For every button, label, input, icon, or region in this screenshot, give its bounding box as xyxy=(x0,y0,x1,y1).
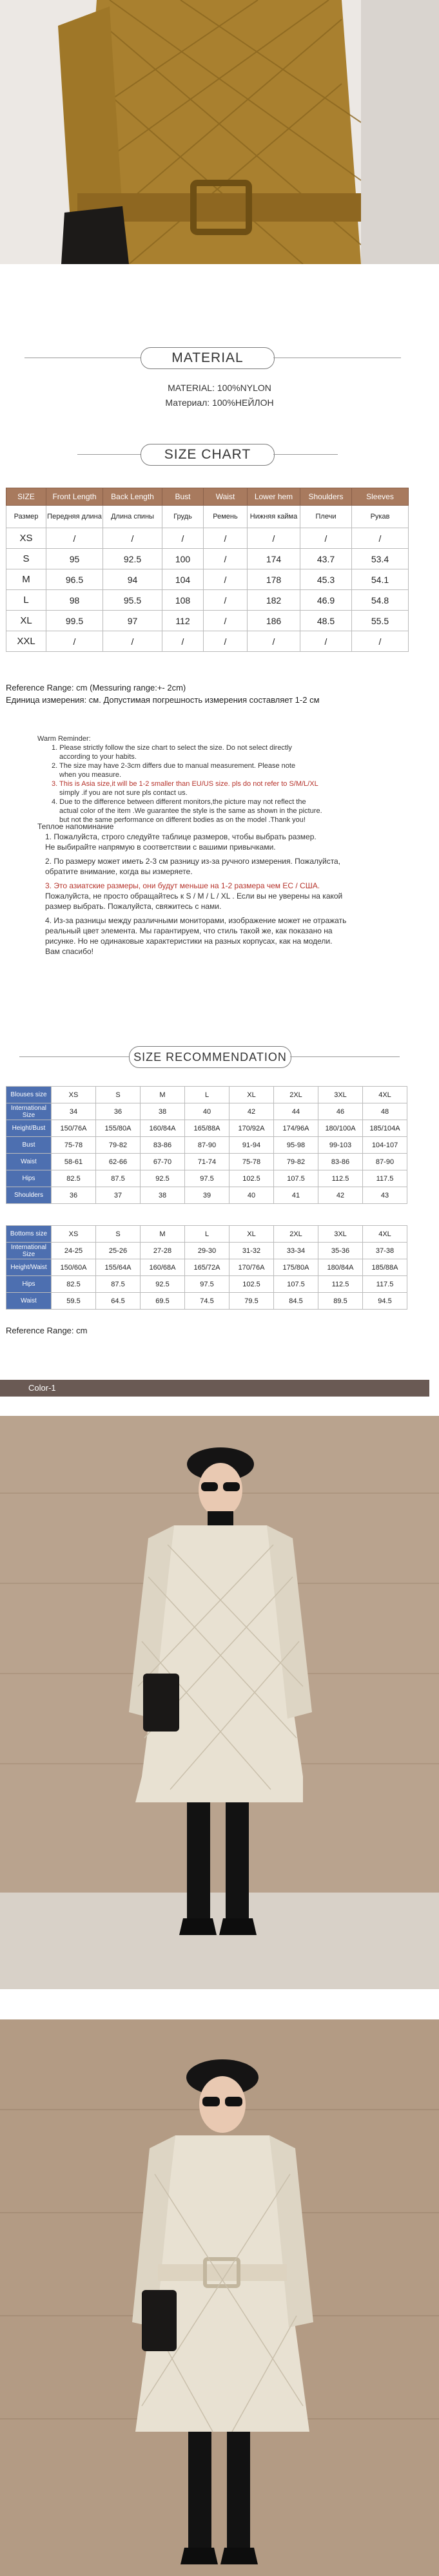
bottoms-header-cell: XL xyxy=(229,1226,274,1243)
bottoms-cell: 160/68A xyxy=(141,1259,185,1276)
bottoms-cell: 175/80A xyxy=(274,1259,318,1276)
reminder-ru-line: размер выбрать. Пожалуйста, свяжитесь с нами. xyxy=(45,902,222,911)
size-chart-cell: 54.1 xyxy=(352,569,409,590)
size-chart-cell: 45.3 xyxy=(300,569,352,590)
size-chart-row xyxy=(6,590,409,611)
blouses-header-row xyxy=(6,1087,407,1103)
blouses-cell: 83-86 xyxy=(141,1137,185,1154)
size-chart-header-ru: Нижняя кайма xyxy=(248,506,300,528)
blouses-row-label: International Size xyxy=(6,1103,52,1120)
blouses-header-cell: 3XL xyxy=(318,1087,363,1103)
bottoms-cell: 79.5 xyxy=(229,1293,274,1310)
blouses-cell: 180/100A xyxy=(318,1120,363,1137)
blouses-cell: 36 xyxy=(96,1103,141,1120)
material-line-en: MATERIAL: 100%NYLON xyxy=(168,383,271,393)
size-chart-header: Back Length xyxy=(103,488,162,506)
material-line-ru: Материал: 100%НЕЙЛОН xyxy=(165,397,274,408)
blouses-cell: 91-94 xyxy=(229,1137,274,1154)
reminder-line: 4. Due to the difference between different monitors,the picture may not reflect the xyxy=(52,798,306,806)
blouses-cell: 79-82 xyxy=(274,1154,318,1170)
blouses-cell: 42 xyxy=(318,1187,363,1204)
blouses-header-cell: 4XL xyxy=(363,1087,407,1103)
size-chart-cell: / xyxy=(248,631,300,652)
size-chart-cell: / xyxy=(103,631,162,652)
reminder-ru-line: рисунке. Но не одинаковые характеристики на разных корпусах, как на модели. xyxy=(45,937,333,946)
blouses-cell: 42 xyxy=(229,1103,274,1120)
size-chart-cell: 186 xyxy=(248,611,300,631)
blouses-cell: 150/76A xyxy=(52,1120,96,1137)
blouses-header-cell: S xyxy=(96,1087,141,1103)
blouses-cell: 62-66 xyxy=(96,1154,141,1170)
model-photo-1 xyxy=(0,1416,439,1989)
size-chart-cell: / xyxy=(300,528,352,549)
blouses-cell: 40 xyxy=(185,1103,229,1120)
blouses-header-cell: XS xyxy=(52,1087,96,1103)
blouses-cell: 92.5 xyxy=(141,1170,185,1187)
size-chart-row xyxy=(6,631,409,652)
blouses-header-cell: Blouses size xyxy=(6,1087,52,1103)
bottoms-size-table xyxy=(6,1225,407,1310)
reminder-ru-line: Не выбирайте напрямую в соответствии с вашими привычками. xyxy=(45,843,276,852)
size-chart-cell: 53.4 xyxy=(352,549,409,569)
blouses-cell: 174/96A xyxy=(274,1120,318,1137)
blouses-header-cell: 2XL xyxy=(274,1087,318,1103)
size-chart-header: Shoulders xyxy=(300,488,352,506)
size-chart-header: Sleeves xyxy=(352,488,409,506)
size-chart-cell: 95.5 xyxy=(103,590,162,611)
bottoms-row-label: Height/Waist xyxy=(6,1259,52,1276)
blouses-cell: 102.5 xyxy=(229,1170,274,1187)
blouses-header-cell: M xyxy=(141,1087,185,1103)
material-title: MATERIAL xyxy=(141,347,275,369)
size-chart-row xyxy=(6,611,409,631)
color-label-bar xyxy=(0,1380,429,1397)
size-chart-row xyxy=(6,569,409,590)
bottoms-cell: 27-28 xyxy=(141,1243,185,1259)
blouses-cell: 117.5 xyxy=(363,1170,407,1187)
bottoms-cell: 92.5 xyxy=(141,1276,185,1293)
bottoms-cell: 112.5 xyxy=(318,1276,363,1293)
bottoms-header-cell: 3XL xyxy=(318,1226,363,1243)
bottoms-cell: 25-26 xyxy=(96,1243,141,1259)
blouses-cell: 37 xyxy=(96,1187,141,1204)
material-section-title xyxy=(0,345,439,370)
blouses-row-label: Hips xyxy=(6,1170,52,1187)
bottoms-cell: 24-25 xyxy=(52,1243,96,1259)
size-chart-cell: / xyxy=(248,528,300,549)
top-product-photo xyxy=(0,0,439,264)
bottoms-cell: 107.5 xyxy=(274,1276,318,1293)
reminder-ru-line: 3. Это азиатские размеры, они будут меньше на 1-2 размера чем EC / США. xyxy=(45,881,320,890)
size-chart-header: Bust xyxy=(162,488,204,506)
bottoms-row xyxy=(6,1276,407,1293)
size-chart-size-cell: M xyxy=(6,569,46,590)
reminder-block-ru xyxy=(37,821,424,957)
bottoms-header-cell: 4XL xyxy=(363,1226,407,1243)
size-chart-cell: 48.5 xyxy=(300,611,352,631)
blouses-cell: 39 xyxy=(185,1187,229,1204)
bottoms-cell: 33-34 xyxy=(274,1243,318,1259)
size-chart-cell: / xyxy=(46,528,103,549)
recommendation-reference: Reference Range: cm xyxy=(6,1326,88,1335)
size-chart-size-cell: S xyxy=(6,549,46,569)
bottoms-cell: 64.5 xyxy=(96,1293,141,1310)
blouses-cell: 38 xyxy=(141,1187,185,1204)
size-chart-cell: / xyxy=(204,549,248,569)
reminder-ru-line: 4. Из-за разницы между различными мониторами, изображение может не отражать xyxy=(45,916,347,925)
bottoms-header-cell: XS xyxy=(52,1226,96,1243)
size-chart-header: SIZE xyxy=(6,488,46,506)
size-chart-size-cell: XL xyxy=(6,611,46,631)
blouses-row-label: Shoulders xyxy=(6,1187,52,1204)
blouses-row xyxy=(6,1154,407,1170)
bottoms-cell: 150/60A xyxy=(52,1259,96,1276)
bottoms-header-row xyxy=(6,1226,407,1243)
size-chart-cell: 182 xyxy=(248,590,300,611)
bottoms-row-label: Hips xyxy=(6,1276,52,1293)
blouses-cell: 43 xyxy=(363,1187,407,1204)
size-chart-cell: 97 xyxy=(103,611,162,631)
blouses-cell: 95-98 xyxy=(274,1137,318,1154)
size-chart-header-ru: Длина спины xyxy=(103,506,162,528)
reminder-line: but not the same performance on different bodies as on the model .Thank you! xyxy=(59,816,306,824)
reminder-ru-line: Вам спасибо! xyxy=(45,947,94,956)
reminder-title: Warm Reminder: xyxy=(37,735,91,743)
size-recommendation-title: SIZE RECOMMENDATION xyxy=(129,1046,291,1068)
size-chart-row xyxy=(6,549,409,569)
bottoms-cell: 165/72A xyxy=(185,1259,229,1276)
blouses-row xyxy=(6,1103,407,1120)
size-chart-cell: / xyxy=(204,569,248,590)
bottoms-cell: 59.5 xyxy=(52,1293,96,1310)
size-chart-cell: 94 xyxy=(103,569,162,590)
bottoms-cell: 74.5 xyxy=(185,1293,229,1310)
size-chart-cell: 55.5 xyxy=(352,611,409,631)
blouses-cell: 107.5 xyxy=(274,1170,318,1187)
reminder-ru-line: 1. Пожалуйста, строго следуйте таблице размеров, чтобы выбрать размер. xyxy=(45,832,317,841)
bottoms-row-label: International Size xyxy=(6,1243,52,1259)
reminder-line: when you measure. xyxy=(59,771,121,779)
blouses-cell: 48 xyxy=(363,1103,407,1120)
blouses-cell: 75-78 xyxy=(229,1154,274,1170)
size-chart-cell: / xyxy=(103,528,162,549)
blouses-cell: 97.5 xyxy=(185,1170,229,1187)
size-recommendation-section-title xyxy=(0,1044,439,1069)
size-chart-cell: 98 xyxy=(46,590,103,611)
size-chart-cell: / xyxy=(352,631,409,652)
size-chart-cell: 100 xyxy=(162,549,204,569)
size-chart-row xyxy=(6,528,409,549)
blouses-cell: 46 xyxy=(318,1103,363,1120)
bottoms-header-cell: S xyxy=(96,1226,141,1243)
blouses-cell: 44 xyxy=(274,1103,318,1120)
blouses-cell: 87.5 xyxy=(96,1170,141,1187)
size-chart-header-ru: Рукав xyxy=(352,506,409,528)
size-chart-cell: / xyxy=(204,590,248,611)
blouses-cell: 40 xyxy=(229,1187,274,1204)
size-chart-size-cell: XS xyxy=(6,528,46,549)
blouses-cell: 82.5 xyxy=(52,1170,96,1187)
size-chart-cell: 99.5 xyxy=(46,611,103,631)
reminder-line: actual color of the item .We guarantee the style is the same as shown in the picture. xyxy=(59,807,322,815)
bottoms-header-cell: Bottoms size xyxy=(6,1226,52,1243)
reminder-ru-line: Пожалуйста, не просто обращайтесь к S / M / L / XL . Если вы не уверены на какой xyxy=(45,892,343,901)
size-chart-cell: 92.5 xyxy=(103,549,162,569)
size-chart-size-cell: L xyxy=(6,590,46,611)
size-chart-cell: / xyxy=(162,631,204,652)
reminder-line: 2. The size may have 2-3cm differs due to manual measurement. Please note xyxy=(52,762,296,770)
blouses-row-label: Height/Bust xyxy=(6,1120,52,1137)
reminder-line: 3. This is Asia size,it will be 1-2 smaller than EU/US size. pls do not refer to S/M/L/XL xyxy=(52,780,318,788)
size-chart-header: Waist xyxy=(204,488,248,506)
blouses-cell: 67-70 xyxy=(141,1154,185,1170)
size-chart-header-ru: Размер xyxy=(6,506,46,528)
size-chart-header: Front Length xyxy=(46,488,103,506)
blouses-row xyxy=(6,1120,407,1137)
blouses-row xyxy=(6,1170,407,1187)
blouses-cell: 38 xyxy=(141,1103,185,1120)
size-chart-header-ru: Ремень xyxy=(204,506,248,528)
bottoms-cell: 87.5 xyxy=(96,1276,141,1293)
reminder-ru-title: Теплое напоминание xyxy=(37,822,114,831)
size-chart-cell: 174 xyxy=(248,549,300,569)
bottoms-cell: 69.5 xyxy=(141,1293,185,1310)
bottoms-cell: 35-36 xyxy=(318,1243,363,1259)
bottoms-cell: 31-32 xyxy=(229,1243,274,1259)
size-chart-cell: 104 xyxy=(162,569,204,590)
reminder-ru-line: обратите внимание, когда вы измеряете. xyxy=(45,867,193,876)
size-chart-cell: / xyxy=(204,611,248,631)
reminder-line: simply .if you are not sure pls contact us. xyxy=(59,789,188,797)
blouses-row-label: Bust xyxy=(6,1137,52,1154)
size-chart-cell: 108 xyxy=(162,590,204,611)
blouses-header-cell: L xyxy=(185,1087,229,1103)
bottoms-header-cell: 2XL xyxy=(274,1226,318,1243)
size-chart-cell: 178 xyxy=(248,569,300,590)
bottoms-cell: 89.5 xyxy=(318,1293,363,1310)
blouses-size-table xyxy=(6,1086,407,1204)
bottoms-cell: 37-38 xyxy=(363,1243,407,1259)
reminder-ru-line: 2. По размеру может иметь 2-3 см разницу из-за ручного измерения. Пожалуйста, xyxy=(45,857,341,866)
blouses-row-label: Waist xyxy=(6,1154,52,1170)
blouses-cell: 112.5 xyxy=(318,1170,363,1187)
size-chart-reference-ru: Единица измерения: см. Допустимая погрешность измерения составляет 1-2 см xyxy=(6,695,320,705)
blouses-header-cell: XL xyxy=(229,1087,274,1103)
size-chart-cell: 46.9 xyxy=(300,590,352,611)
blouses-row xyxy=(6,1137,407,1154)
bottoms-row xyxy=(6,1293,407,1310)
blouses-cell: 36 xyxy=(52,1187,96,1204)
bottoms-cell: 170/76A xyxy=(229,1259,274,1276)
blouses-cell: 160/84A xyxy=(141,1120,185,1137)
bottoms-header-cell: L xyxy=(185,1226,229,1243)
bottoms-row xyxy=(6,1243,407,1259)
blouses-cell: 79-82 xyxy=(96,1137,141,1154)
size-chart-size-cell: XXL xyxy=(6,631,46,652)
size-chart-cell: / xyxy=(46,631,103,652)
size-chart-header: Lower hem xyxy=(248,488,300,506)
size-chart-reference: Reference Range: cm (Messuring range:+- 2cm) xyxy=(6,683,186,692)
bottoms-cell: 29-30 xyxy=(185,1243,229,1259)
size-chart-section-title xyxy=(0,441,439,467)
blouses-cell: 87-90 xyxy=(185,1137,229,1154)
size-chart-title: SIZE CHART xyxy=(141,444,275,466)
size-chart-cell: 43.7 xyxy=(300,549,352,569)
blouses-cell: 71-74 xyxy=(185,1154,229,1170)
blouses-cell: 87-90 xyxy=(363,1154,407,1170)
size-chart-cell: 54.8 xyxy=(352,590,409,611)
reminder-line: according to your habits. xyxy=(59,753,137,761)
color-label: Color-1 xyxy=(28,1383,56,1393)
reminder-block-en xyxy=(37,734,411,825)
model-photo-2 xyxy=(0,2019,439,2576)
bottoms-cell: 155/64A xyxy=(96,1259,141,1276)
reminder-ru-line: реальный цвет элемента. Мы гарантируем, что стиль такой же, как показано на xyxy=(45,926,333,935)
size-chart-table xyxy=(6,488,409,652)
size-chart-cell: / xyxy=(204,631,248,652)
blouses-row xyxy=(6,1187,407,1204)
size-chart-cell: 95 xyxy=(46,549,103,569)
reminder-line: 1. Please strictly follow the size chart to select the size. Do not select directly xyxy=(52,744,292,752)
bottoms-cell: 102.5 xyxy=(229,1276,274,1293)
size-chart-header-ru-row xyxy=(6,506,409,528)
bottoms-cell: 97.5 xyxy=(185,1276,229,1293)
blouses-cell: 185/104A xyxy=(363,1120,407,1137)
size-chart-cell: / xyxy=(352,528,409,549)
blouses-cell: 75-78 xyxy=(52,1137,96,1154)
blouses-cell: 83-86 xyxy=(318,1154,363,1170)
size-chart-cell: / xyxy=(300,631,352,652)
blouses-cell: 99-103 xyxy=(318,1137,363,1154)
size-chart-cell: / xyxy=(162,528,204,549)
bottoms-cell: 82.5 xyxy=(52,1276,96,1293)
bottoms-cell: 180/84A xyxy=(318,1259,363,1276)
bottoms-header-cell: M xyxy=(141,1226,185,1243)
bottoms-cell: 185/88A xyxy=(363,1259,407,1276)
blouses-cell: 58-61 xyxy=(52,1154,96,1170)
blouses-cell: 155/80A xyxy=(96,1120,141,1137)
blouses-cell: 104-107 xyxy=(363,1137,407,1154)
size-chart-header-ru: Грудь xyxy=(162,506,204,528)
bottoms-row xyxy=(6,1259,407,1276)
size-chart-cell: / xyxy=(204,528,248,549)
size-chart-cell: 112 xyxy=(162,611,204,631)
bottoms-cell: 94.5 xyxy=(363,1293,407,1310)
size-chart-header-row xyxy=(6,488,409,506)
size-chart-header-ru: Передняя длина xyxy=(46,506,103,528)
size-chart-header-ru: Плечи xyxy=(300,506,352,528)
blouses-cell: 165/88A xyxy=(185,1120,229,1137)
bottoms-cell: 117.5 xyxy=(363,1276,407,1293)
bottoms-row-label: Waist xyxy=(6,1293,52,1310)
blouses-cell: 41 xyxy=(274,1187,318,1204)
size-chart-cell: 96.5 xyxy=(46,569,103,590)
blouses-cell: 34 xyxy=(52,1103,96,1120)
blouses-cell: 170/92A xyxy=(229,1120,274,1137)
bottoms-cell: 84.5 xyxy=(274,1293,318,1310)
